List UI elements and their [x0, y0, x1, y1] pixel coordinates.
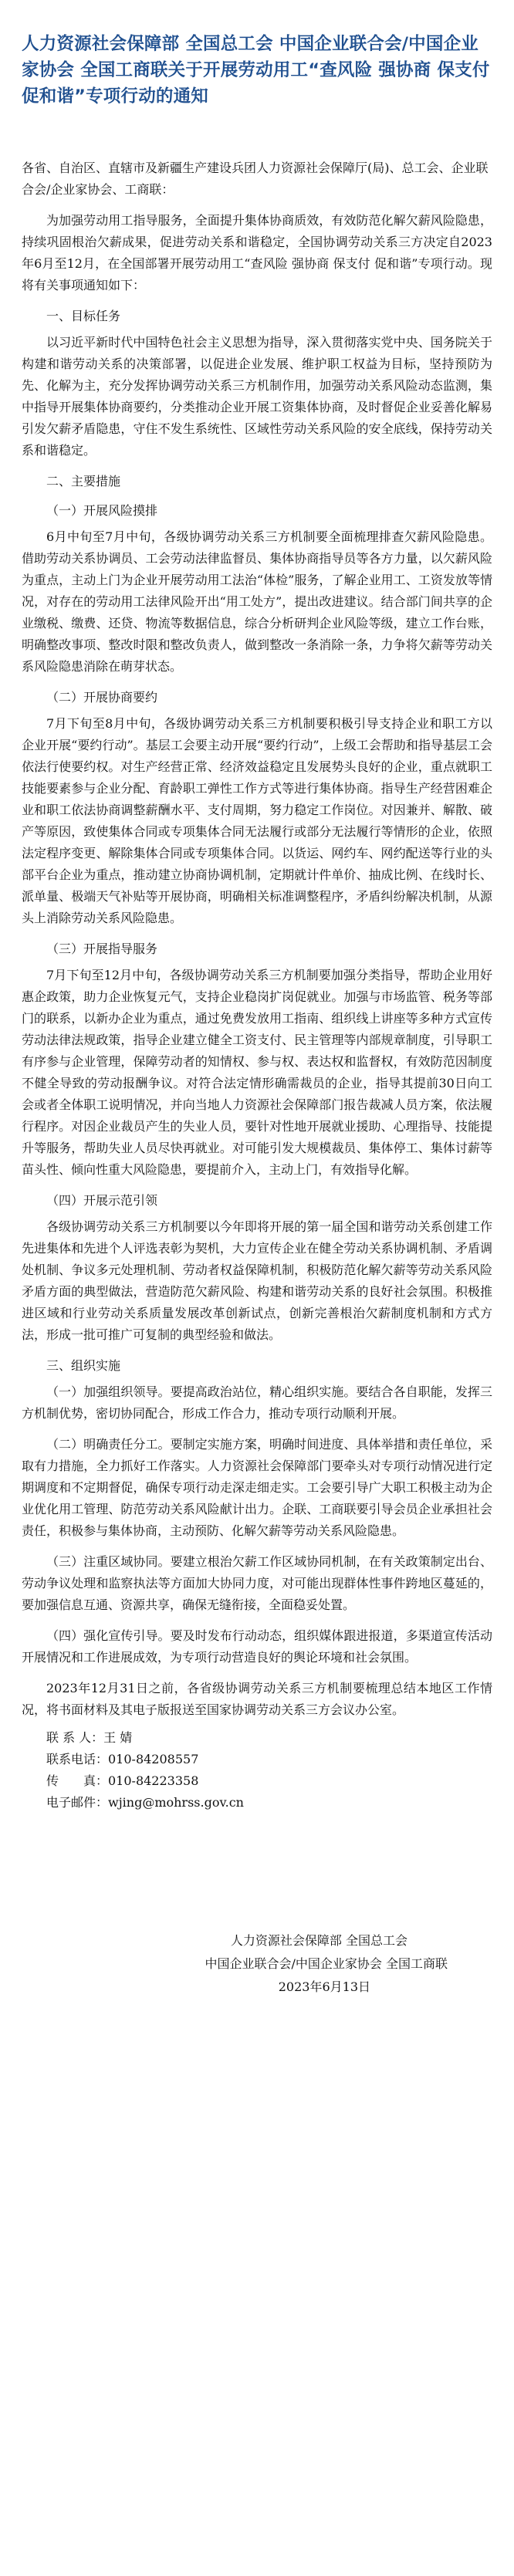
- subheading-demonstration: （四）开展示范引领: [46, 1193, 158, 1208]
- risk-screening-paragraph: 6月中旬至7月中旬，各级协调劳动关系三方机制要全面梳理排查欠薪风险隐患。借助劳动关系协调员、工会劳动法律监督员、集体协商指导员等各方力量，以欠薪风险为重点，主动上门为企业开展劳动用工法治“体检”服务，了解企业用工、工资发放等情况，对存在的劳动用工法律风险开出“用工处方”，提出改进建议。结合部门间共享的企业缴税、缴费、还贷、物流等数据信息，综合分析研判企业风险等级，建立工作台账，明确整改事项、整改时限和整改负责人，做到整改一条消除一条，力争将欠薪等劳动关系风险隐患消除在萌芽状态。: [22, 529, 492, 674]
- signature-line-2: 中国企业联合会/中国企业家协会 全国工商联: [205, 1956, 448, 1971]
- organization-item-3: （三）注重区域协同。要建立根治欠薪工作区域协同机制，在有关政策制定出台、劳动争议处理和监察执法等方面加大协同力度，对可能出现群体性事件跨地区蔓延的，要加强信息互通、资源共享，确保无缝衔接，全面稳妥处置。: [22, 1554, 492, 1612]
- subheading-guidance: （三）开展指导服务: [46, 941, 158, 956]
- contact-person: 联 系 人：王 婧: [46, 1730, 133, 1745]
- closing-paragraph: 2023年12月31日之前，各省级协调劳动关系三方机制要梳理总结本地区工作情况，将书面材料及其电子版报送至国家协调劳动关系三方会议办公室。: [22, 1681, 492, 1717]
- page-title: 人力资源社会保障部 全国总工会 中国企业联合会/中国企业家协会 全国工商联关于开展劳动用工“查风险 强协商 保支付 促和谐”专项行动的通知: [22, 34, 490, 106]
- section-heading-measures: 二、主要措施: [46, 474, 121, 488]
- intro-paragraph: 为加强劳动用工指导服务，全面提升集体协商质效，有效防范化解欠薪风险隐患，持续巩固根治欠薪成果，促进劳动关系和谐稳定，全国协调劳动关系三方决定自2023年6月至12月，在全国部署开展劳动用工“查风险 强协商 保支付 促和谐”专项行动。现将有关事项通知如下：: [22, 213, 492, 292]
- guidance-paragraph: 7月下旬至12月中旬，各级协调劳动关系三方机制要加强分类指导，帮助企业用好惠企政策，助力企业恢复元气，支持企业稳岗扩岗促就业。加强与市场监管、税务等部门的联系，以新办企业为重点，通过免费发放用工指南、组织线上讲座等多种方式宣传劳动法律法规政策，指导企业建立健全工资支付、民主管理等内部规章制度，引导职工有序参与企业管理，保障劳动者的知情权、参与权、表达权和监督权，有效防范因制度不健全导致的劳动报酬争议。对符合法定情形确需裁员的企业，指导其提前30日向工会或者全体职工说明情况，并向当地人力资源社会保障部门报告裁减人员方案，依法履行程序。对因企业裁员产生的失业人员，要针对性地开展就业援助、心理指导、技能提升等服务，帮助失业人员尽快再就业。对可能引发大规模裁员、集体停工、集体讨薪等苗头性、倾向性重大风险隐患，要提前介入，主动上门，有效指导化解。: [22, 968, 492, 1177]
- organization-item-1: （一）加强组织领导。要提高政治站位，精心组织实施。要结合各自职能，发挥三方机制优势，密切协同配合，形成工作合力，推动专项行动顺利开展。: [22, 1384, 492, 1421]
- signature-date: 2023年6月13日: [278, 1979, 370, 1994]
- signature-line-1: 人力资源社会保障部 全国总工会: [230, 1933, 407, 1948]
- subheading-risk-screening: （一）开展风险摸排: [46, 503, 158, 518]
- objectives-paragraph: 以习近平新时代中国特色社会主义思想为指导，深入贯彻落实党中央、国务院关于构建和谐劳动关系的决策部署，以促进企业发展、维护职工权益为目标，坚持预防为先、化解为主，充分发挥协调劳动关系三方机制作用，加强劳动关系风险动态监测，集中指导开展集体协商要约，分类推动企业开展工资集体协商，及时督促企业妥善化解易引发欠薪矛盾隐患，守住不发生系统性、区域性劳动关系风险的安全底线，保持劳动关系和谐稳定。: [22, 335, 492, 458]
- demonstration-paragraph: 各级协调劳动关系三方机制要以今年即将开展的第一届全国和谐劳动关系创建工作先进集体和先进个人评选表彰为契机，大力宣传企业在健全劳动关系协调机制、矛盾调处机制、争议多元处理机制、劳动者权益保障机制，积极防范化解欠薪等劳动关系风险矛盾方面的典型做法，营造防范欠薪风险、构建和谐劳动关系的良好社会氛围。积极推进区域和行业劳动关系质量发展改革创新试点，创新完善根治欠薪制度机制和方式方法，形成一批可推广可复制的典型经验和做法。: [22, 1219, 492, 1342]
- subheading-negotiation: （二）开展协商要约: [46, 690, 158, 705]
- section-heading-organization: 三、组织实施: [46, 1358, 121, 1373]
- signature-block: [22, 1929, 492, 1999]
- organization-item-4: （四）强化宣传引导。要及时发布行动动态，组织媒体跟进报道，多渠道宣传活动开展情况和工作进展成效，为专项行动营造良好的舆论环境和社会氛围。: [22, 1628, 492, 1665]
- section-heading-objectives: 一、目标任务: [46, 309, 121, 323]
- contact-phone: 联系电话：010-84208557: [46, 1752, 199, 1766]
- contact-email: 电子邮件：wjing@mohrss.gov.cn: [46, 1795, 244, 1810]
- addressee: 各省、自治区、直辖市及新疆生产建设兵团人力资源社会保障厅(局)、总工会、企业联合会/企业家协会、工商联：: [22, 161, 489, 197]
- organization-item-2: （二）明确责任分工。要制定实施方案，明确时间进度、具体举措和责任单位，采取有力措施，全力抓好工作落实。人力资源社会保障部门要牵头对专项行动情况进行定期调度和不定期督促，确保专项行动走深走细走实。工会要引导广大职工积极主动为企业优化用工管理、防范劳动关系风险献计出力。企联、工商联要引导会员企业承担社会责任，积极参与集体协商，主动预防、化解欠薪等劳动关系风险隐患。: [22, 1437, 492, 1538]
- contact-fax: 传 真：010-84223358: [46, 1773, 199, 1788]
- negotiation-paragraph: 7月下旬至8月中旬，各级协调劳动关系三方机制要积极引导支持企业和职工方以企业开展“要约行动”。基层工会要主动开展“要约行动”，上级工会帮助和指导基层工会依法行使要约权。对生产经营正常、经济效益稳定且发展势头良好的企业，重点就职工技能要素参与企业分配、育龄职工弹性工作方式等进行集体协商。指导生产经营困难企业和职工依法协商调整薪酬水平、支付周期，努力稳定工作岗位。对因兼并、解散、破产等原因，致使集体合同或专项集体合同无法履行或部分无法履行等情形的企业，依照法定程序变更、解除集体合同或专项集体合同。以货运、网约车、网约配送等行业的头部平台企业为重点，推动建立协商协调机制，定期就计件单价、抽成比例、在线时长、派单量、极端天气补贴等开展协商，明确相关标准调整程序，矛盾纠纷解决机制，从源头上消除劳动关系风险隐患。: [22, 716, 492, 925]
